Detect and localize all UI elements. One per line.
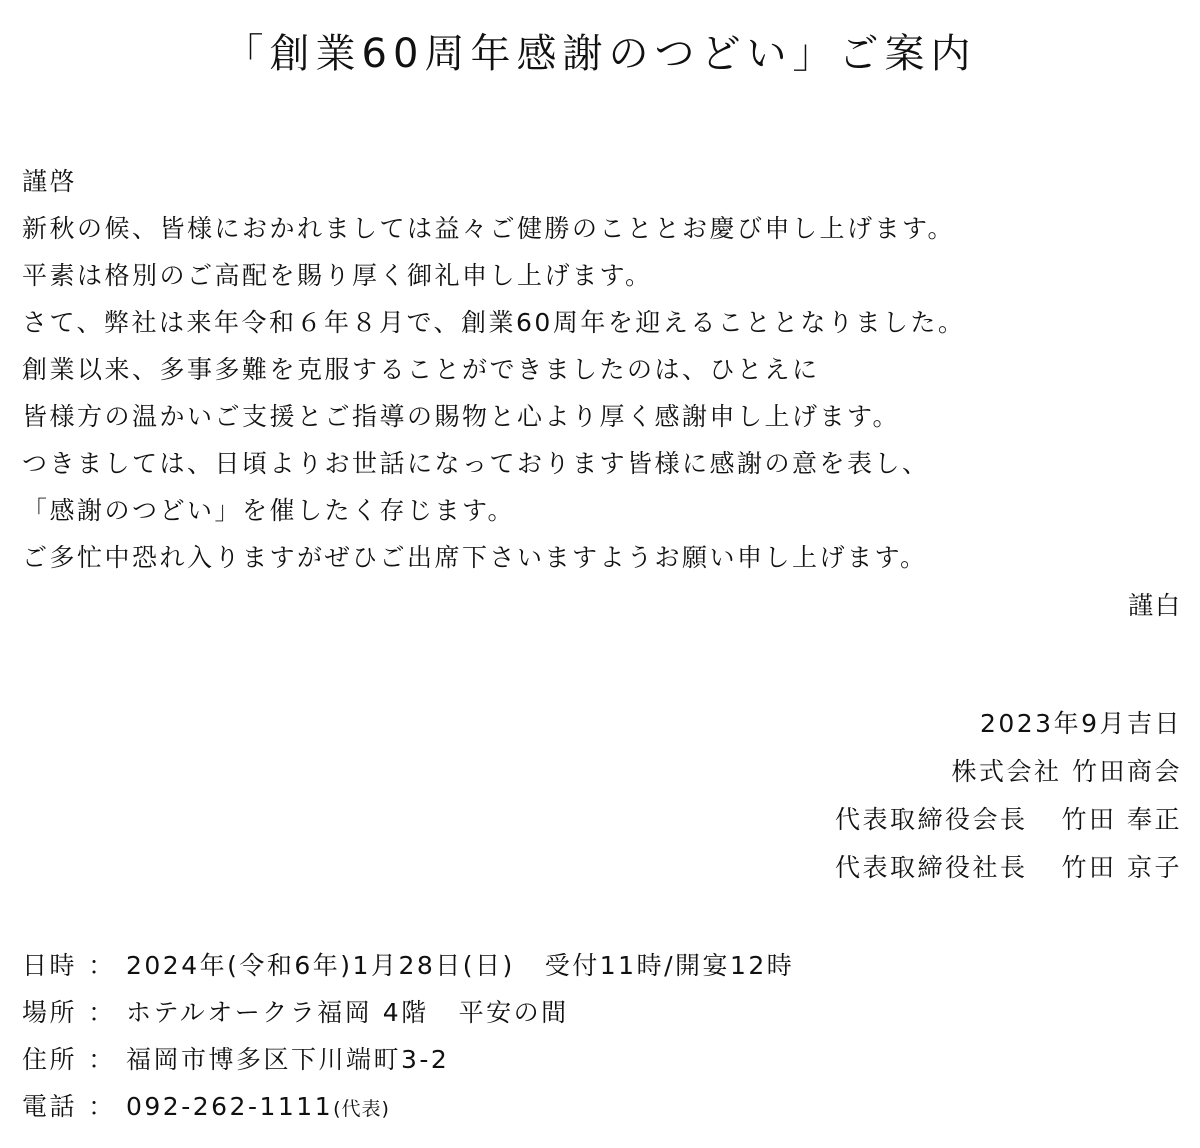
signature-block	[835, 700, 1182, 892]
document-title: 「創業60周年感謝のつどい」ご案内	[223, 31, 977, 77]
event-datetime	[22, 942, 1182, 989]
info-separator: ：	[88, 1092, 116, 1121]
signatory	[835, 796, 1182, 844]
event-address	[22, 1036, 1182, 1083]
info-label: 電話	[22, 1092, 78, 1121]
info-separator: ：	[88, 1045, 116, 1074]
info-separator: ：	[88, 998, 116, 1027]
letter-line: 新秋の候、皆様におかれましては益々ご健勝のこととお慶び申し上げます。	[22, 214, 956, 243]
event-details	[22, 942, 1182, 1130]
letter-line: さて、弊社は来年令和６年８月で、創業60周年を迎えることとなりました。	[22, 308, 966, 337]
letter-line: ご多忙中恐れ入りますがぜひご出席下さいますようお願い申し上げます。	[22, 543, 928, 572]
event-time: 受付11時/開宴12時	[544, 951, 795, 980]
signatory	[835, 844, 1182, 892]
venue-name: ホテルオークラ福岡 4階	[126, 998, 429, 1027]
event-date: 2024年(令和6年)1月28日(日)	[126, 951, 515, 980]
venue-room: 平安の間	[458, 998, 569, 1027]
letter-line: 「感謝のつどい」を催したく存じます。	[22, 496, 516, 525]
letter-body	[22, 158, 1182, 581]
letter-line: つきましては、日頃よりお世話になっております皆様に感謝の意を表し、	[22, 449, 930, 478]
info-label: 日時	[22, 951, 78, 980]
info-separator: ：	[88, 951, 116, 980]
info-label: 住所	[22, 1045, 78, 1074]
letter-line: 平素は格別のご高配を賜り厚く御礼申し上げます。	[22, 261, 653, 290]
address-value: 福岡市博多区下川端町3-2	[126, 1045, 450, 1074]
signatory-name: 竹田 奉正	[1061, 805, 1182, 834]
signatory-role: 代表取締役社長	[835, 853, 1028, 882]
signatory-name: 竹田 京子	[1061, 853, 1182, 882]
letter-opening: 謹啓	[22, 167, 78, 196]
letter-closing: 謹白	[1127, 591, 1182, 620]
phone-note: (代表)	[333, 1098, 390, 1120]
letter-date: 2023年9月吉日	[979, 709, 1182, 738]
info-label: 場所	[22, 998, 78, 1027]
event-venue	[22, 989, 1182, 1036]
letter-line: 創業以来、多事多難を克服することができましたのは、ひとえに	[22, 355, 820, 384]
phone-number: 092-262-1111	[126, 1092, 334, 1121]
signatory-role: 代表取締役会長	[835, 805, 1028, 834]
event-phone	[22, 1083, 1182, 1130]
company-name: 株式会社 竹田商会	[951, 757, 1182, 786]
letter-line: 皆様方の温かいご支援とご指導の賜物と心より厚く感謝申し上げます。	[22, 402, 901, 431]
